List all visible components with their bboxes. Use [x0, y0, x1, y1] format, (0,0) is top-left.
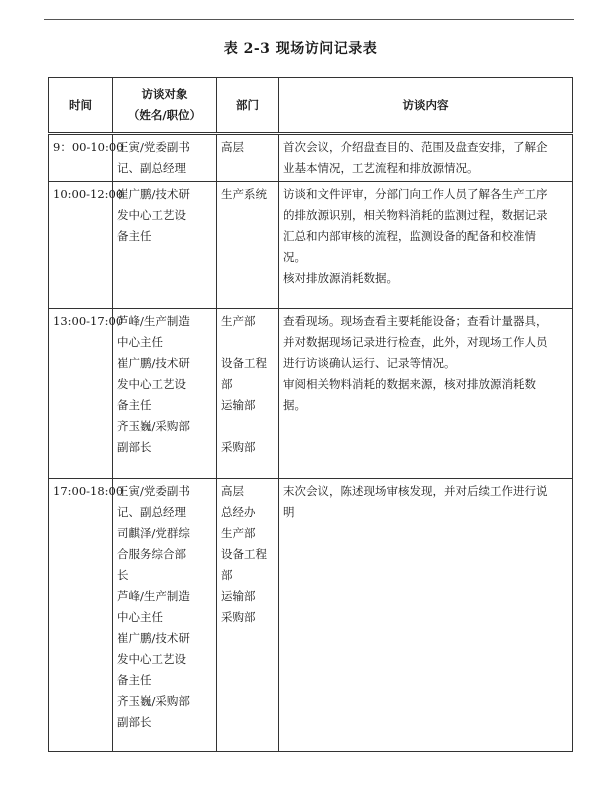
header-dept: 部门 — [217, 78, 279, 134]
table-row — [49, 479, 573, 752]
content-line: 核对排放源消耗数据。 — [283, 271, 398, 285]
person-line: 芦峰/生产制造 — [117, 589, 190, 603]
cell-dept — [217, 182, 279, 309]
person-line: 长 — [117, 568, 129, 582]
content-line: 并对数据现场记录进行检查，此外，对现场工作人员 — [283, 335, 548, 349]
person-line: 王寅/党委副书 — [117, 484, 190, 498]
person-line: 齐玉巍/采购部 — [117, 419, 190, 433]
dept-line — [221, 332, 274, 353]
person-line: 记、副总经理 — [117, 505, 186, 519]
person-line: 记、副总经理 — [117, 161, 186, 175]
content-line: 访谈和文件评审，分部门向工作人员了解各生产工序 — [283, 187, 548, 201]
cell-dept — [217, 479, 279, 752]
content-line: 明 — [283, 505, 295, 519]
dept-line: 高层 — [221, 484, 244, 498]
cell-content — [279, 479, 573, 752]
table-row — [49, 182, 573, 309]
header-person — [113, 78, 217, 134]
person-line: 齐玉巍/采购部 — [117, 694, 190, 708]
person-line: 中心主任 — [117, 610, 163, 624]
content-line: 末次会议，陈述现场审核发现，并对后续工作进行说 — [283, 484, 548, 498]
dept-line: 采购部 — [221, 440, 256, 454]
cell-person — [113, 479, 217, 752]
dept-line: 生产部 — [221, 314, 256, 328]
person-line: 崔广鹏/技术研 — [117, 631, 190, 645]
dept-line: 总经办 — [221, 505, 256, 519]
person-line: 副部长 — [117, 715, 152, 729]
dept-line: 采购部 — [221, 610, 256, 624]
dept-line: 运输部 — [221, 589, 256, 603]
cell-person — [113, 182, 217, 309]
content-line: 进行访谈确认运行、记录等情况。 — [283, 356, 456, 370]
person-line: 中心主任 — [117, 335, 163, 349]
cell-content — [279, 182, 573, 309]
person-line: 发中心工艺设 — [117, 208, 186, 222]
cell-time: 10:00-12:00 — [49, 182, 113, 309]
dept-line: 设备工程 — [221, 547, 267, 561]
cell-content — [279, 134, 573, 182]
content-line: 业基本情况，工艺流程和排放源情况。 — [283, 161, 479, 175]
content-line: 查看现场。现场查看主要耗能设备；查看计量器具， — [283, 314, 548, 328]
header-person-line1: 访谈对象 — [141, 87, 188, 101]
cell-person — [113, 134, 217, 182]
dept-line — [221, 416, 274, 437]
cell-time: 9：00-10:00 — [49, 134, 113, 182]
content-line: 据。 — [283, 398, 306, 412]
content-line: 汇总和内部审核的流程，监测设备的配备和校准情 — [283, 229, 536, 243]
table-caption: 表 2-3 现场访问记录表 — [223, 41, 378, 57]
dept-line: 高层 — [221, 140, 244, 154]
header-time: 时间 — [49, 78, 113, 134]
content-line: 的排放源识别，相关物料消耗的监测过程，数据记录 — [283, 208, 548, 222]
dept-line: 部 — [221, 568, 233, 582]
cell-content — [279, 309, 573, 479]
person-line: 合服务综合部 — [117, 547, 186, 561]
dept-line: 生产部 — [221, 526, 256, 540]
person-line: 崔广鹏/技术研 — [117, 187, 190, 201]
header-row — [49, 78, 573, 134]
dept-line: 部 — [221, 377, 233, 391]
person-line: 副部长 — [117, 440, 152, 454]
content-line: 况。 — [283, 250, 306, 264]
top-rule — [44, 19, 574, 20]
person-line: 发中心工艺设 — [117, 377, 186, 391]
dept-line: 运输部 — [221, 398, 256, 412]
table-row — [49, 309, 573, 479]
header-content: 访谈内容 — [279, 78, 573, 134]
header-person-line2: （姓名/职位） — [127, 108, 202, 122]
person-line: 崔广鹏/技术研 — [117, 356, 190, 370]
dept-line: 生产系统 — [221, 187, 267, 201]
person-line: 司麒泽/党群综 — [117, 526, 190, 540]
person-line: 芦峰/生产制造 — [117, 314, 190, 328]
person-line: 备主任 — [117, 229, 152, 243]
cell-time: 13:00-17:00 — [49, 309, 113, 479]
cell-dept — [217, 309, 279, 479]
table-row — [49, 134, 573, 182]
content-line: 首次会议，介绍盘查目的、范围及盘查安排，了解企 — [283, 140, 548, 154]
person-line: 备主任 — [117, 673, 152, 687]
person-line: 备主任 — [117, 398, 152, 412]
content-line: 审阅相关物料消耗的数据来源，核对排放源消耗数 — [283, 377, 536, 391]
person-line: 王寅/党委副书 — [117, 140, 190, 154]
interview-record-table — [48, 77, 573, 752]
cell-dept — [217, 134, 279, 182]
cell-time: 17:00-18:00 — [49, 479, 113, 752]
person-line: 发中心工艺设 — [117, 652, 186, 666]
dept-line: 设备工程 — [221, 356, 267, 370]
cell-person — [113, 309, 217, 479]
